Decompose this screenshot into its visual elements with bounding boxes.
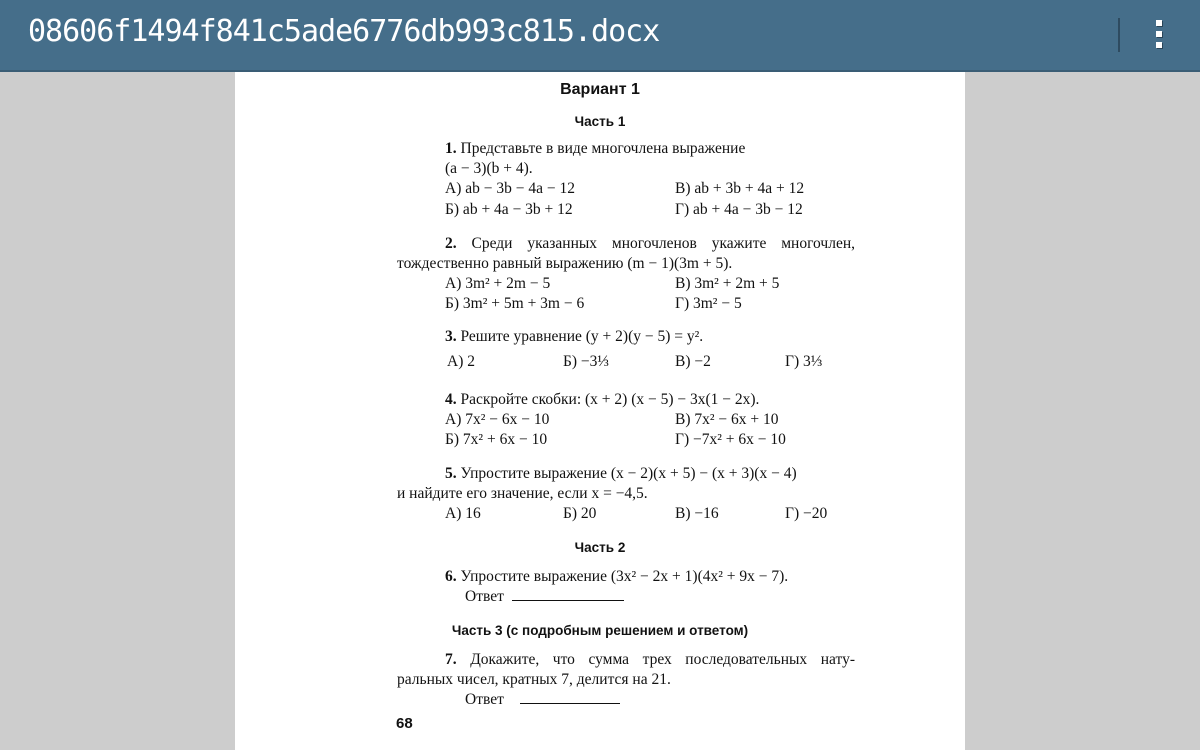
q2-text-cont: тождественно равный выражению (m − 1)(3m + 5).: [397, 255, 733, 272]
q2-option-g: Г) 3m² − 5: [675, 295, 742, 312]
app-bar: [0, 0, 1200, 72]
part1-heading: Часть 1: [574, 114, 626, 129]
part3-heading: Часть 3 (с подробным решением и ответом): [451, 623, 749, 638]
q4-option-b: Б) 7x² + 6x − 10: [445, 431, 548, 448]
q1-expression: (a − 3)(b + 4).: [445, 160, 533, 177]
part2-heading: Часть 2: [574, 540, 626, 555]
q5-option-v: В) −16: [675, 505, 719, 522]
document-page: [235, 72, 965, 750]
q3-option-a: А) 2: [447, 353, 475, 370]
question-1: 1. Представьте в виде многочлена выражение: [445, 140, 746, 157]
q1-option-g: Г) ab + 4a − 3b − 12: [675, 201, 803, 218]
q6-answer: Ответ: [465, 588, 624, 606]
question-3: 3. Решите уравнение (y + 2)(y − 5) = y².: [445, 328, 704, 345]
question-5: 5. Упростите выражение (x − 2)(x + 5) − (x + 3)(x − 4): [445, 465, 797, 482]
q1-option-a: А) ab − 3b − 4a − 12: [445, 180, 575, 197]
q3-option-b: Б) −3⅓: [563, 353, 610, 370]
q1-option-b: Б) ab + 4a − 3b + 12: [445, 201, 573, 218]
q4-option-v: В) 7x² − 6x + 10: [675, 411, 779, 428]
q3-option-g: Г) 3⅓: [785, 353, 823, 370]
q5-option-a: А) 16: [445, 505, 481, 522]
q2-option-a: А) 3m² + 2m − 5: [445, 275, 551, 292]
question-4: 4. Раскройте скобки: (x + 2) (x − 5) − 3x(1 − 2x).: [445, 391, 760, 408]
file-title: 08606f1494f841c5ade6776db993c815.docx: [28, 14, 660, 49]
toolbar-divider: [1118, 18, 1120, 52]
q7-answer: Ответ: [465, 691, 620, 709]
q4-option-g: Г) −7x² + 6x − 10: [675, 431, 786, 448]
q6-answer-blank: [512, 588, 624, 601]
question-7: 7. Докажите, что сумма трех последовательных нату-: [445, 651, 855, 668]
q2-option-b: Б) 3m² + 5m + 3m − 6: [445, 295, 585, 312]
question-2: 2. Среди указанных многочленов укажите многочлен,: [445, 235, 855, 252]
more-vert-icon[interactable]: [1152, 20, 1166, 52]
q7-text-cont: ральных чисел, кратных 7, делится на 21.: [397, 671, 671, 688]
q1-option-v: В) ab + 3b + 4a + 12: [675, 180, 805, 197]
q3-option-v: В) −2: [675, 353, 711, 370]
q4-option-a: А) 7x² − 6x − 10: [445, 411, 550, 428]
q5-text-cont: и найдите его значение, если x = −4,5.: [397, 485, 648, 502]
q2-option-v: В) 3m² + 2m + 5: [675, 275, 780, 292]
q5-option-g: Г) −20: [785, 505, 828, 522]
page-number: 68: [396, 715, 413, 732]
variant-heading: Вариант 1: [560, 81, 640, 98]
q5-option-b: Б) 20: [563, 505, 597, 522]
question-6: 6. Упростите выражение (3x² − 2x + 1)(4x² + 9x − 7).: [445, 568, 789, 585]
q7-answer-blank: [520, 691, 620, 704]
